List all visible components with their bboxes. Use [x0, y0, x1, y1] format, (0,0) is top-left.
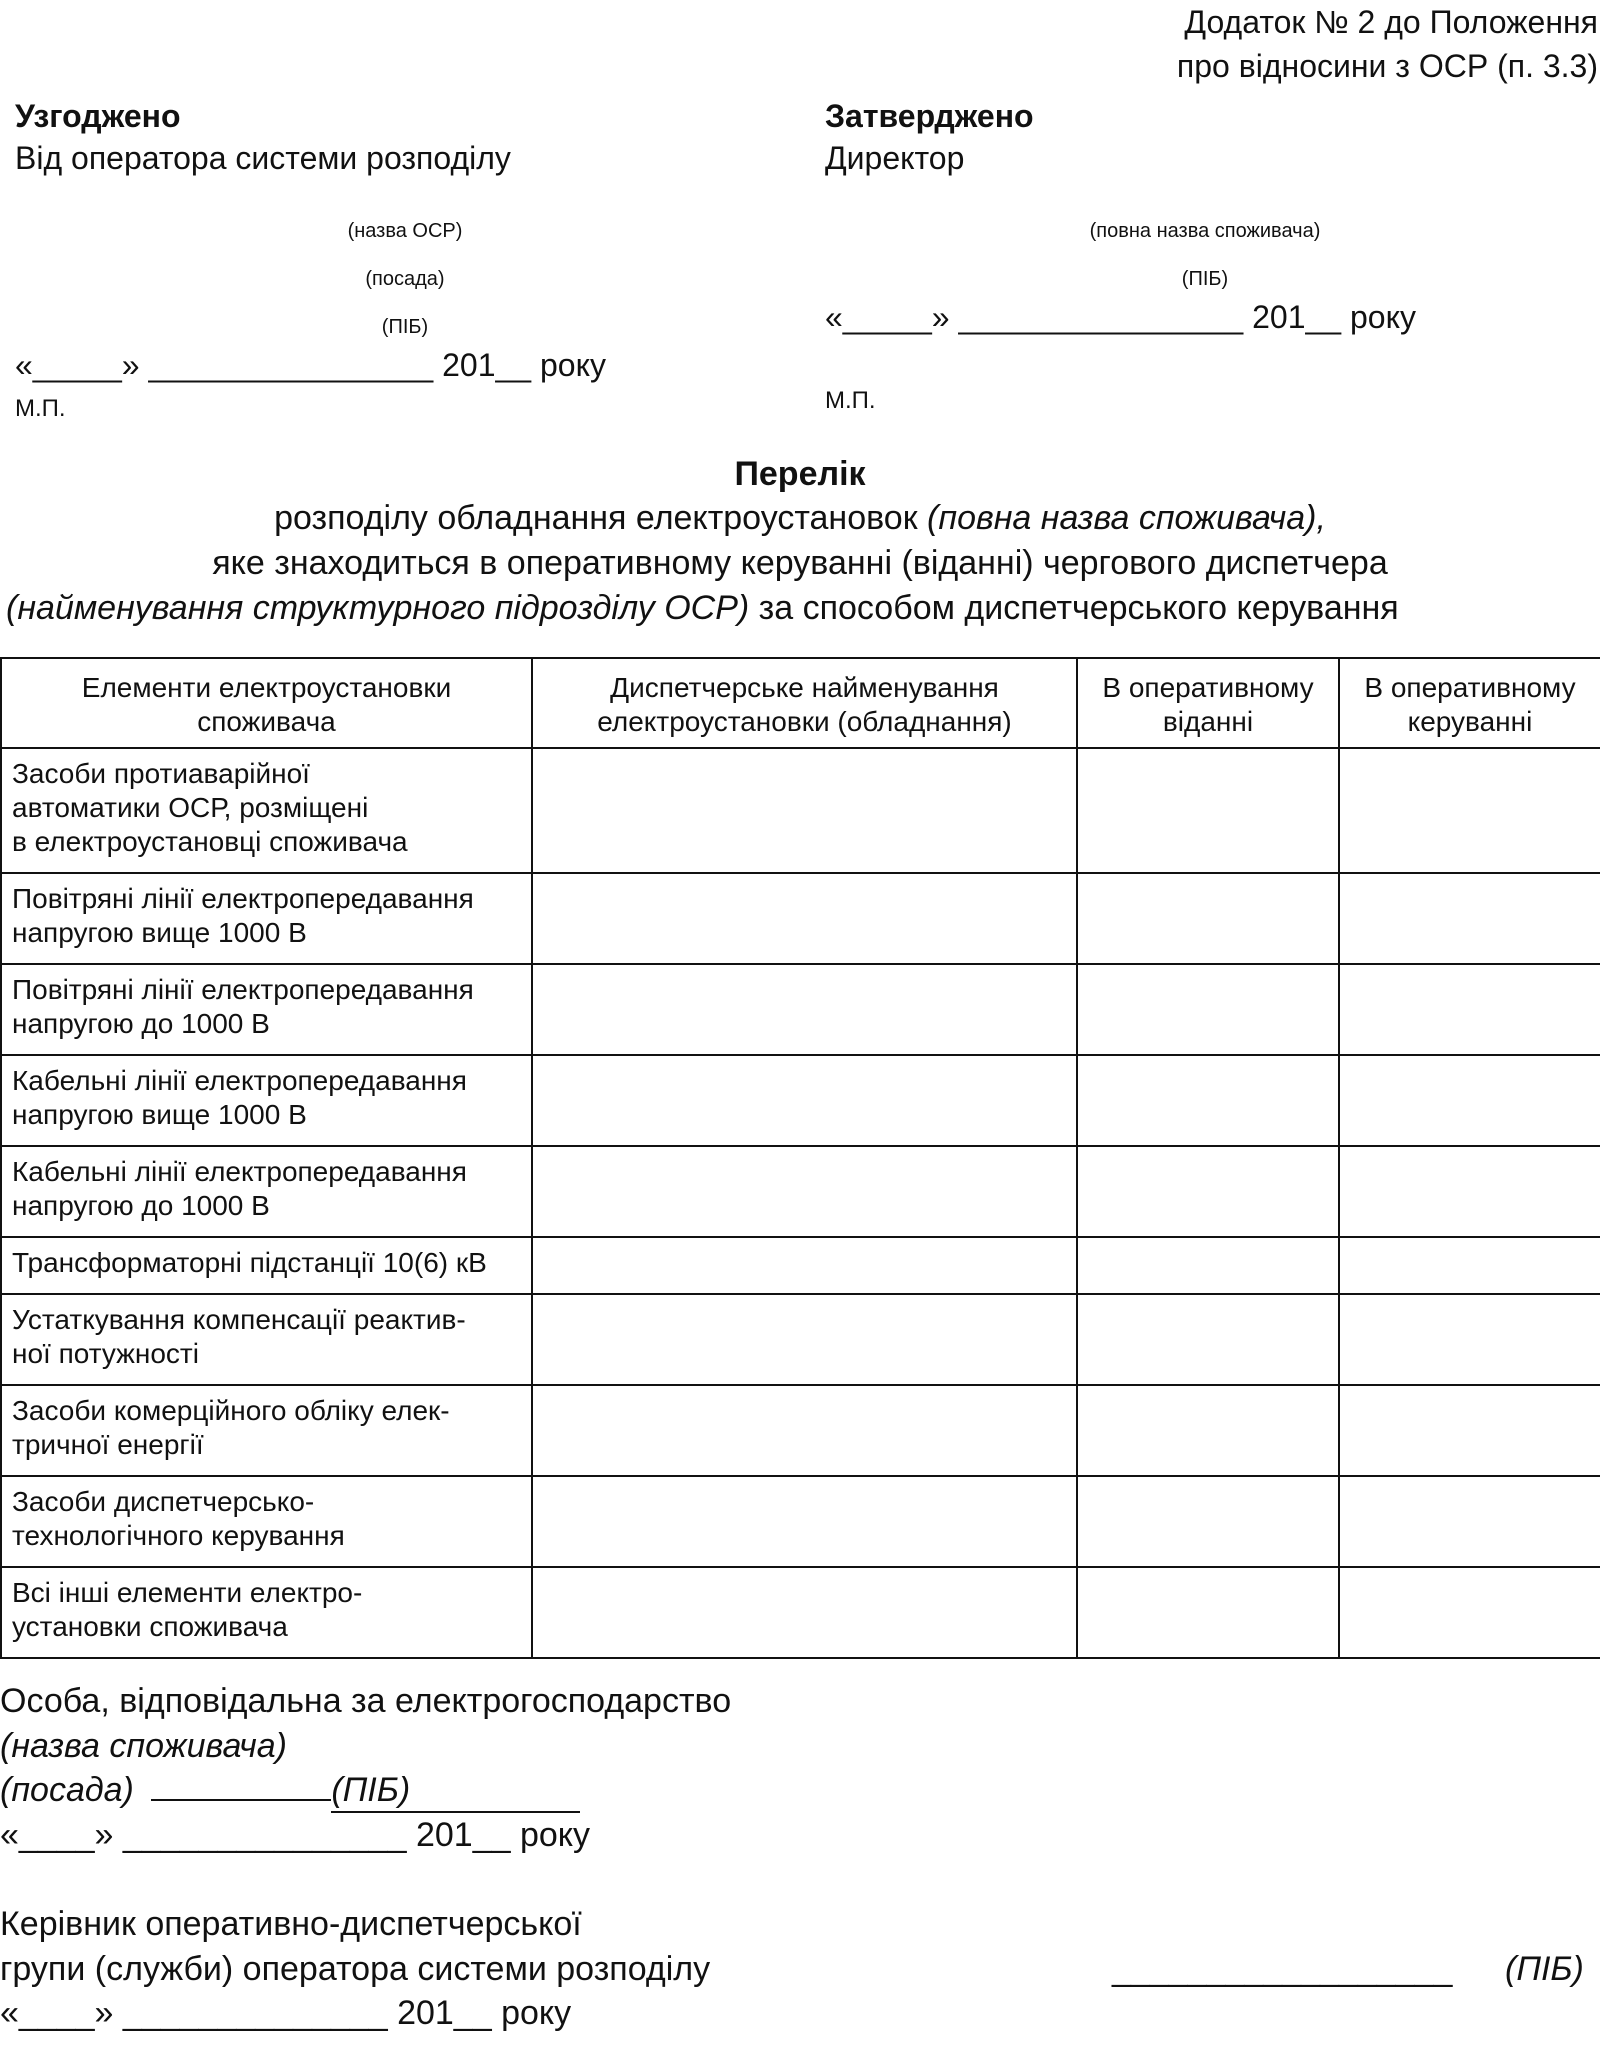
row-element-name: Всі інші елементи електро- установки споживача: [1, 1567, 532, 1658]
appendix-line-1: Додаток № 2 до Положення: [1184, 4, 1598, 40]
table-row: [1, 1385, 1600, 1476]
jurisdiction-cell: [1077, 1476, 1339, 1567]
position-hint: (посада): [365, 268, 445, 290]
jurisdiction-cell: [1077, 873, 1339, 964]
control-cell: [1339, 748, 1600, 873]
control-cell: [1339, 1237, 1600, 1294]
title-line-1: [0, 497, 1600, 539]
agreed-subtitle: Від оператора системи розподілу: [15, 140, 511, 176]
control-cell: [1339, 1055, 1600, 1146]
dispatch-head-signature: __________________: [1112, 1950, 1453, 1988]
signature-underline: [151, 1769, 331, 1801]
osr-name-hint: (назва ОСР): [347, 220, 463, 242]
row-element-name: Трансформаторні підстанції 10(6) кВ: [1, 1237, 532, 1294]
title-line-3-text: за способом диспетчерського керування: [749, 589, 1399, 627]
agreed-heading: Узгоджено: [15, 98, 181, 134]
table-row: [1, 873, 1600, 964]
document-title: Перелік: [734, 455, 866, 493]
dispatch-head-line-1: Керівник оперативно-диспетчерської: [0, 1905, 582, 1943]
pib-hint-right: (ПІБ): [1181, 268, 1229, 290]
jurisdiction-cell: [1077, 1567, 1339, 1658]
pib-hint-left: (ПІБ): [381, 316, 429, 338]
jurisdiction-cell: [1077, 1294, 1339, 1385]
title-line-3-unit: (найменування структурного підрозділу ОСР): [6, 589, 750, 627]
title-line-3: [6, 587, 1399, 629]
control-cell: [1339, 1476, 1600, 1567]
row-element-name: Устаткування компенсації реактив- ної потужності: [1, 1294, 532, 1385]
dispatch-name-cell: [532, 1567, 1077, 1658]
control-cell: [1339, 1294, 1600, 1385]
consumer-hint: (повна назва споживача): [1089, 220, 1321, 242]
table-row: [1, 1294, 1600, 1385]
dispatch-name-cell: [532, 1476, 1077, 1567]
responsible-date-line: «____» _______________ 201__ року: [0, 1816, 591, 1854]
control-cell: [1339, 1567, 1600, 1658]
responsible-position: (посада): [0, 1771, 134, 1809]
stamp-left: М.П.: [15, 395, 66, 422]
jurisdiction-cell: [1077, 1146, 1339, 1237]
row-element-name: Повітряні лінії електропередавання напругою вище 1000 В: [1, 873, 532, 964]
dispatch-name-cell: [532, 748, 1077, 873]
row-element-name: Засоби комерційного обліку елек- тричної енергії: [1, 1385, 532, 1476]
table-header-row: [1, 658, 1600, 748]
dispatch-name-cell: [532, 1294, 1077, 1385]
control-cell: [1339, 873, 1600, 964]
control-cell: [1339, 1146, 1600, 1237]
header-operational-jurisdiction: В оперативному віданні: [1077, 658, 1339, 748]
header-operational-control: В оперативному керуванні: [1339, 658, 1600, 748]
appendix-line-2: про відносини з ОСР (п. 3.3): [1176, 48, 1598, 84]
approved-subtitle: Директор: [825, 140, 965, 176]
row-element-name: Засоби протиаварійної автоматики ОСР, розміщені в електроустановці споживача: [1, 748, 532, 873]
table-row: [1, 1055, 1600, 1146]
row-element-name: Кабельні лінії електропередавання напругою до 1000 В: [1, 1146, 532, 1237]
responsible-person-label: Особа, відповідальна за електрогосподарство: [0, 1682, 732, 1720]
table-row: [1, 748, 1600, 873]
consumer-name-hint: (назва споживача): [0, 1727, 287, 1765]
title-line-1-text: розподілу обладнання електроустановок: [274, 499, 928, 537]
title-line-1-consumer: (повна назва споживача),: [927, 499, 1326, 537]
stamp-right: М.П.: [825, 387, 876, 414]
jurisdiction-cell: [1077, 964, 1339, 1055]
jurisdiction-cell: [1077, 1385, 1339, 1476]
responsible-signature-line: [0, 1769, 580, 1813]
dispatch-name-cell: [532, 964, 1077, 1055]
dispatch-name-cell: [532, 1055, 1077, 1146]
approved-heading: Затверджено: [825, 98, 1034, 134]
control-cell: [1339, 1385, 1600, 1476]
jurisdiction-cell: [1077, 1055, 1339, 1146]
jurisdiction-cell: [1077, 748, 1339, 873]
dispatch-head-date-line: «____» ______________ 201__ року: [0, 1994, 572, 2032]
dispatch-name-cell: [532, 1385, 1077, 1476]
row-element-name: Засоби диспетчерсько- технологічного керування: [1, 1476, 532, 1567]
table-row: [1, 1237, 1600, 1294]
date-line-right: «_____» ________________ 201__ року: [825, 299, 1416, 335]
table-row: [1, 964, 1600, 1055]
control-cell: [1339, 964, 1600, 1055]
header-elements: Елементи електроустановки споживача: [1, 658, 532, 748]
dispatch-name-cell: [532, 1146, 1077, 1237]
table-row: [1, 1567, 1600, 1658]
dispatch-name-cell: [532, 873, 1077, 964]
jurisdiction-cell: [1077, 1237, 1339, 1294]
table-row: [1, 1146, 1600, 1237]
title-line-2: яке знаходиться в оперативному керуванні (віданні) чергового диспетчера: [212, 544, 1388, 582]
row-element-name: Кабельні лінії електропередавання напругою вище 1000 В: [1, 1055, 532, 1146]
table-row: [1, 1476, 1600, 1567]
dispatch-head-pib: (ПІБ): [1505, 1950, 1584, 1988]
responsible-pib: (ПІБ): [331, 1769, 580, 1813]
row-element-name: Повітряні лінії електропередавання напругою до 1000 В: [1, 964, 532, 1055]
date-line-left: «_____» ________________ 201__ року: [15, 347, 606, 383]
dispatch-name-cell: [532, 1237, 1077, 1294]
equipment-table: [0, 657, 1600, 1659]
header-dispatch-name: Диспетчерське найменування електроустановки (обладнання): [532, 658, 1077, 748]
dispatch-head-line-2: групи (служби) оператора системи розподілу: [0, 1950, 711, 1988]
